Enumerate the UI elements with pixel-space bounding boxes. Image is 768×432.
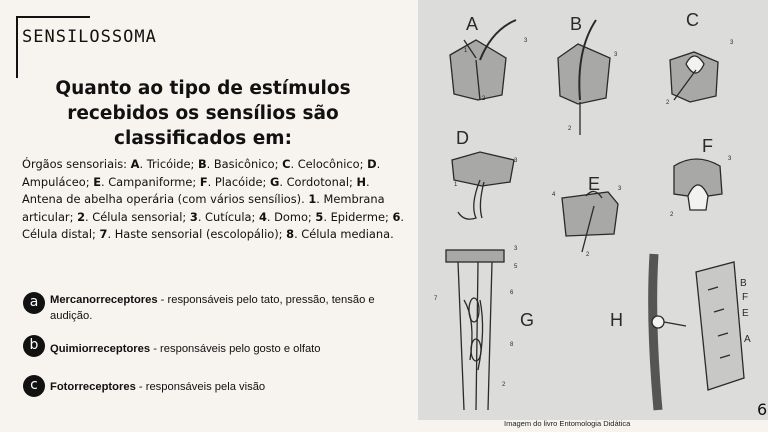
legend-text: . Basicônico; bbox=[206, 157, 283, 171]
figure-number-label: 7 bbox=[434, 296, 438, 302]
badge-b: b bbox=[23, 335, 45, 357]
legend-key: 7 bbox=[99, 227, 108, 242]
legend-text: . Domo; bbox=[266, 209, 316, 224]
legend-key: G bbox=[270, 174, 280, 189]
inset-letter: A bbox=[744, 334, 751, 345]
legend-text: . Antena de abelha operária (com vários sensílios). bbox=[22, 174, 370, 207]
figure-number-label: 3 bbox=[618, 186, 622, 192]
figure-number-label: 2 bbox=[666, 100, 670, 106]
legend-text: . Membrana articular; bbox=[22, 192, 385, 224]
legend-text: . Placóide; bbox=[207, 174, 270, 189]
panel-letter-a: A bbox=[466, 14, 479, 34]
figure-number-label: 4 bbox=[552, 192, 556, 198]
category-photoreceptors bbox=[50, 379, 398, 395]
category-name: Quimiorreceptores bbox=[50, 343, 151, 355]
legend-text: . Cordotonal; bbox=[279, 174, 357, 189]
inset-letter: B bbox=[740, 278, 747, 289]
badge-c: c bbox=[23, 375, 45, 397]
legend-key: E bbox=[93, 174, 101, 189]
category-desc: - responsáveis pelo tato, pressão, tensão e audição. bbox=[50, 294, 375, 322]
legend-text: . Celocônico; bbox=[290, 157, 368, 171]
category-desc: - responsáveis pelo gosto e olfato bbox=[150, 343, 321, 355]
figure-number-label: 3 bbox=[514, 246, 518, 252]
figure-number-label: 1 bbox=[454, 182, 458, 188]
category-name: Mercanorreceptores bbox=[50, 294, 158, 306]
legend-key: C bbox=[282, 157, 291, 171]
figure-number-label: 3 bbox=[514, 158, 518, 164]
panel-letter-c: C bbox=[686, 10, 699, 30]
figure-number-label: 3 bbox=[614, 52, 618, 58]
inset-letter: F bbox=[742, 292, 749, 303]
figure-number-label: 2 bbox=[670, 212, 674, 218]
category-chemoreceptors bbox=[50, 341, 398, 357]
legend-text: . Célula distal; bbox=[22, 209, 405, 242]
corner-bracket-vertical bbox=[16, 16, 18, 78]
legend-text: . Epiderme; bbox=[323, 209, 393, 224]
legend-text: . Haste sensorial (escolopálio); bbox=[107, 227, 287, 242]
figure-number-label: 2 bbox=[502, 382, 506, 388]
figure-number-label: 3 bbox=[730, 40, 734, 46]
legend-key: B bbox=[197, 157, 207, 171]
legend-key: 1 bbox=[308, 192, 317, 207]
legend-text: . Célula sensorial; bbox=[85, 209, 190, 224]
sensilla-figure bbox=[418, 0, 768, 420]
panel-letter-b: B bbox=[570, 14, 583, 34]
legend-key: 8 bbox=[286, 227, 295, 242]
legend-text: . Cutícula; bbox=[197, 209, 259, 224]
figure-number-label: 6 bbox=[510, 290, 514, 296]
figure-number-label: 8 bbox=[510, 342, 514, 348]
figure-number-label: 1 bbox=[464, 48, 468, 54]
category-mechanoreceptors bbox=[50, 292, 398, 324]
panel-letter-h: H bbox=[610, 310, 623, 330]
legend-key: A bbox=[130, 157, 140, 171]
legend-key: H bbox=[356, 174, 367, 189]
legend-key: 5 bbox=[315, 209, 324, 224]
figure-caption: Imagem do livro Entomologia Didática bbox=[504, 419, 631, 428]
panel-letter-d: D bbox=[456, 128, 469, 148]
figure-number-label: 2 bbox=[568, 126, 572, 132]
slide-heading: SENSILOSSOMA bbox=[22, 27, 157, 47]
corner-bracket-horizontal bbox=[16, 16, 90, 18]
legend-text: Órgãos sensoriais: bbox=[22, 157, 131, 171]
figure-number-label: 2 bbox=[586, 252, 590, 258]
panel-letter-g: G bbox=[520, 310, 535, 330]
legend-paragraph bbox=[22, 156, 410, 244]
legend-key: F bbox=[199, 174, 208, 189]
figure-number-label: 2 bbox=[482, 96, 486, 102]
legend-key: D bbox=[367, 157, 377, 171]
legend-text: . Ampuláceo; bbox=[22, 157, 381, 189]
panel-letter-e: E bbox=[588, 174, 601, 194]
inset-letter: E bbox=[742, 308, 749, 319]
page-number: 6 bbox=[757, 400, 768, 419]
panel-letter-f: F bbox=[702, 136, 713, 156]
legend-key: 3 bbox=[189, 209, 198, 224]
category-name: Fotorreceptores bbox=[50, 381, 136, 393]
figure-number-label: 5 bbox=[514, 264, 518, 270]
category-desc: - responsáveis pela visão bbox=[135, 381, 266, 393]
legend-key: 4 bbox=[258, 209, 267, 224]
legend-text: . Campaniforme; bbox=[100, 174, 200, 189]
slide-title: Quanto ao tipo de estímulos recebidos os sensílios são classificados em: bbox=[55, 78, 351, 149]
legend-text: . Tricóide; bbox=[139, 157, 198, 171]
legend-key: 6 bbox=[392, 209, 401, 224]
legend-text: . Célula mediana. bbox=[294, 227, 394, 242]
legend-key: 2 bbox=[77, 209, 85, 224]
figure-number-label: 3 bbox=[524, 38, 528, 44]
figure-number-label: 3 bbox=[728, 156, 732, 162]
badge-a: a bbox=[23, 292, 45, 314]
